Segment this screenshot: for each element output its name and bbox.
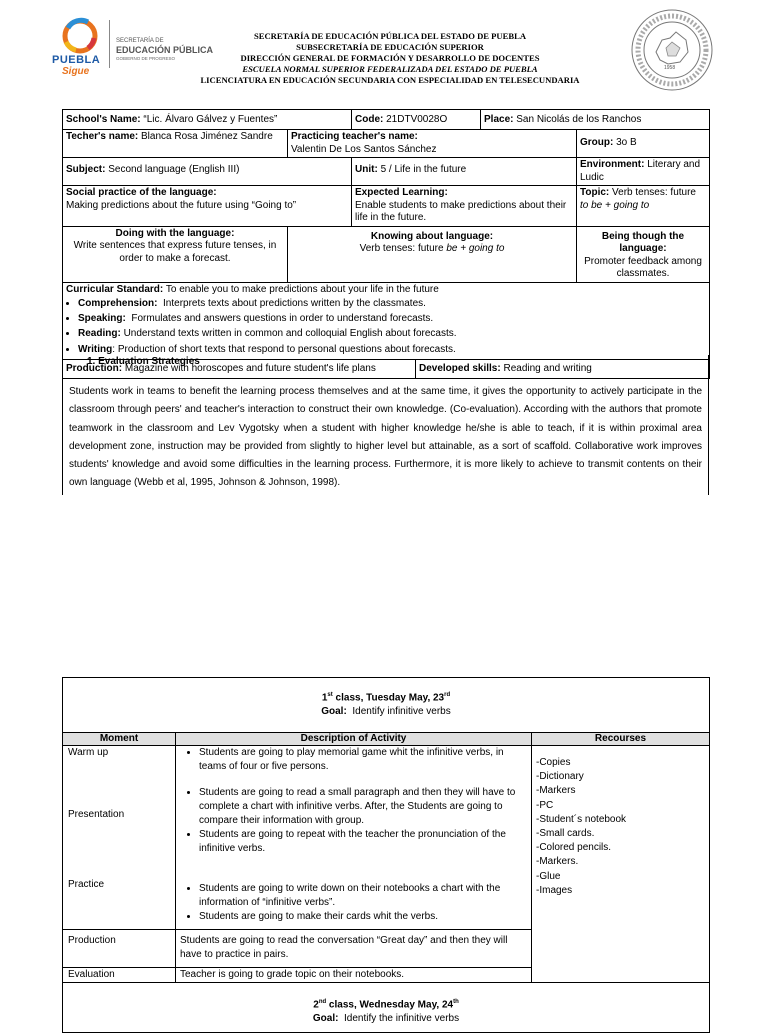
lesson-info-table	[62, 109, 710, 379]
environment-cell: Environment: Literary and Ludic	[577, 158, 710, 186]
header-line-5: LICENCIATURA EN EDUCACIÓN SECUNDARIA CON ESPECIALIDAD EN TELESECUNDARIA	[200, 75, 580, 85]
activity-item: • Students are going to read a small paragraph and then they will have to complete a chart with infinitive verbs. After, the Students are going to compare their information with group.	[199, 786, 527, 828]
resource-item: -Markers	[536, 785, 576, 797]
logo-secretaria: SECRETARÍA DE	[116, 38, 164, 44]
logo-educacion: EDUCACIÓN PÚBLICA	[116, 45, 214, 55]
moment-practice: Practice	[68, 879, 105, 890]
skills-cell: Developed skills: Reading and writing	[416, 359, 710, 378]
production-cell: Production: Magazine with horoscopes and future student's life plans	[63, 359, 416, 378]
moment-presentation: Presentation	[68, 809, 125, 820]
group-cell: Group: 3o B	[577, 130, 710, 158]
resource-item: -Markers.	[536, 856, 579, 868]
school-cell: School's Name: “Lic. Álvaro Gálvez y Fuentes”	[63, 110, 352, 130]
standards-list	[66, 296, 706, 357]
teacher-cell: Techer's name: Blanca Rosa Jiménez Sandre	[63, 130, 288, 158]
institution-header	[180, 31, 600, 86]
practice-activities	[180, 882, 527, 924]
expected-learning-cell: Expected Learning: Enable students to make predictions about their life in the future.	[352, 186, 577, 227]
being-cell: Being though the language: Promoter feedback among classmates.	[577, 226, 710, 282]
practicing-teacher: Practicing teacher's name: Valentin De Los Santos Sánchez	[291, 131, 437, 155]
header-line-4: ESCUELA NORMAL SUPERIOR FEDERALIZADA DEL ESTADO DE PUEBLA	[242, 64, 538, 74]
school-seal	[630, 8, 714, 92]
subject-cell: Subject: Second language (English III)	[63, 158, 352, 186]
header-line-1: SECRETARÍA DE EDUCACIÓN PÚBLICA DEL ESTADO DE PUEBLA	[253, 31, 527, 41]
knowing-cell: Knowing about language: Verb tenses: future be + going to	[288, 226, 577, 282]
standard-item: • Writing: Production of short texts that respond to personal questions about forecasts.	[78, 342, 706, 357]
resource-item: -Glue	[536, 870, 561, 882]
standard-item: • Speaking: Formulates and answers questions in order to understand forecasts.	[78, 311, 706, 326]
header-line-2: SUBSECRETARÍA DE EDUCACIÓN SUPERIOR	[296, 42, 484, 52]
activity-item: • Students are going to play memorial game whit the infinitive verbs, in teams of four or five persons.	[199, 746, 527, 774]
place-cell: Place: San Nicolás de los Ranchos	[481, 110, 710, 130]
standard-item: • Comprehension: Interprets texts about predictions written by the classmates.	[78, 296, 706, 311]
evaluation-strategies	[62, 355, 709, 495]
activity-item: • Students are going to repeat with the teacher the pronunciation of the infinitive verbs.	[199, 828, 527, 856]
resource-item: -PC	[536, 799, 554, 811]
curricular-standard-cell: Curricular Standard: To enable you to make predictions about your life in the future • Comprehension: Interprets texts about predictions written by the classmates. • Speaking: Formulates and answers questions in order to understand forecasts. • Reading: Understand texts written in common and colloquial English about forecasts. • Writing: Production of short texts that respond to personal questions about forecasts.	[63, 282, 710, 359]
moment-header: Moment	[63, 733, 176, 746]
moments-column	[63, 746, 176, 930]
strategies-paragraph: Students work in teams to benefit the learning process themselves and at the same time, it gives the opportunity to actively participate in the classroom through peers' and teacher's interaction to construct their own knowledge. (Co-evaluation). According with the authors that promote teamwork in the classroom and Lev Vygotsky when a student with higher knowledge he/she is able to teach, if it is within proximal area development zone, instruction may be provided from slightly to higher level but attainable, as a sort of scaffold. Collaborative work improves students' knowledge and avoid some difficulties in the learning process. Furthermore, it is more likely to achieve to transmit contents on their own language (Webb et al, 1995, Johnson & Johnson, 1998).	[69, 386, 702, 489]
moment-evaluation: Evaluation	[63, 968, 176, 983]
code-cell: Code: 21DTV0028O	[352, 110, 481, 130]
strategies-heading: 1. Evaluation Strategies	[87, 356, 200, 367]
logo-sigue-text: Sigue	[62, 66, 90, 77]
description-header: Description of Activity	[176, 733, 532, 746]
social-practice-cell: Social practice of the language: Making predictions about the future using “Going to”	[63, 186, 352, 227]
warm-up-activities	[180, 746, 527, 774]
resource-item: -Small cards.	[536, 828, 595, 840]
evaluation-activity: Teacher is going to grade topic on their notebooks.	[176, 968, 532, 983]
production-activity: Students are going to read the conversation “Great day” and then they will have to practice in pairs.	[176, 930, 532, 968]
moment-production: Production	[63, 930, 176, 968]
resources-header: Recourses	[532, 733, 710, 746]
seal-year: 1958	[664, 65, 676, 71]
presentation-activities	[180, 786, 527, 856]
resource-item: -Student´s notebook	[536, 813, 627, 825]
class-2-title-cell: 2nd class, Wednesday May, 24th Goal: Identify the infinitive verbs	[63, 983, 710, 1033]
topic-cell: Topic: Verb tenses: future to be + going to	[577, 186, 710, 227]
unit-cell: Unit: 5 / Life in the future	[352, 158, 577, 186]
practicing-group-cell	[288, 130, 577, 158]
logo-gobierno: GOBIERNO DE PROGRESO	[116, 56, 176, 61]
header-line-3: DIRECCIÓN GENERAL DE FORMACIÓN Y DESARROLLO DE DOCENTES	[240, 53, 540, 63]
seal-emblem-icon	[630, 8, 714, 92]
logo-divider	[109, 20, 110, 68]
activity-item: • Students are going to write down on their notebooks a chart with the information of “infinitive verbs”.	[199, 882, 527, 910]
moment-warm-up: Warm up	[68, 747, 109, 758]
doing-cell: Doing with the language: Write sentences that express future tenses, in order to make a forecast.	[63, 226, 288, 282]
resource-item: -Dictionary	[536, 771, 584, 783]
resource-item: -Copies	[536, 757, 571, 768]
class-plan-table	[62, 677, 710, 1033]
activities-column	[176, 746, 532, 930]
activity-item: • Students are going to make their cards whit the verbs.	[199, 910, 527, 924]
resources-column	[532, 746, 710, 983]
resource-item: -Images	[536, 884, 573, 896]
resource-item: -Colored pencils.	[536, 842, 612, 854]
class-1-title-cell: 1st class, Tuesday May, 23rd Goal: Identify infinitive verbs	[63, 678, 710, 733]
logo-puebla-text: PUEBLA	[52, 54, 101, 66]
standard-item: • Reading: Understand texts written in common and colloquial English about forecasts.	[78, 326, 706, 341]
